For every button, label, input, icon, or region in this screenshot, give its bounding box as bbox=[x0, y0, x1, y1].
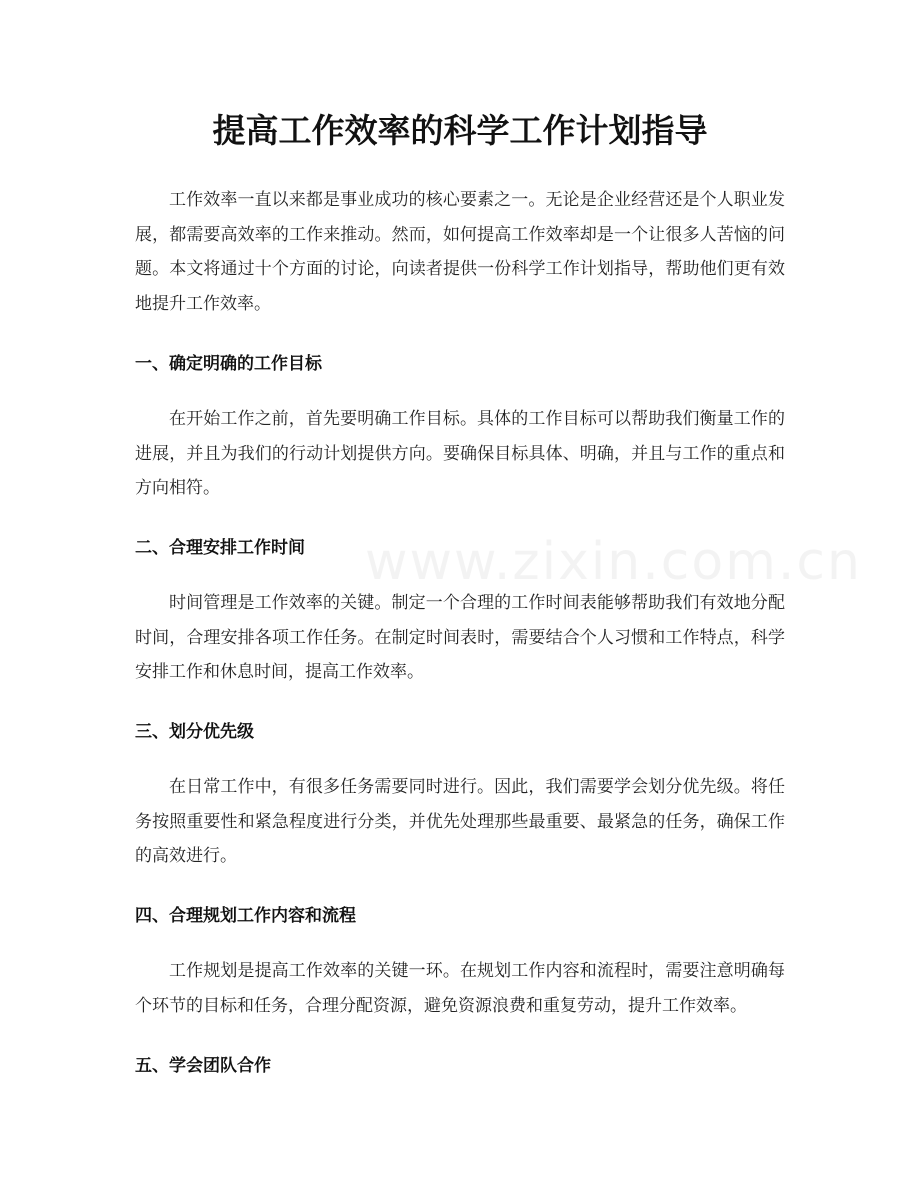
section-heading-5: 五、学会团队合作 bbox=[135, 1055, 271, 1076]
section-paragraph-1: 在开始工作之前，首先要明确工作目标。具体的工作目标可以帮助我们衡量工作的进展，并且为我们的行动计划提供方向。要确保目标具体、明确，并且与工作的重点和方向相符。 bbox=[135, 408, 785, 499]
document-title: 提高工作效率的科学工作计划指导 bbox=[212, 111, 708, 150]
section-heading-4: 四、合理规划工作内容和流程 bbox=[135, 906, 356, 927]
watermark-text: www.zixin.com.cn bbox=[365, 532, 862, 592]
section-paragraph-2: 时间管理是工作效率的关键。制定一个合理的工作时间表能够帮助我们有效地分配时间，合理安排各项工作任务。在制定时间表时，需要结合个人习惯和工作特点，科学安排工作和休息时间，提高工作效率。 bbox=[135, 592, 785, 683]
document-body bbox=[135, 183, 785, 1104]
section-heading-3: 三、划分优先级 bbox=[135, 722, 254, 743]
section-heading-2: 二、合理安排工作时间 bbox=[135, 537, 305, 558]
section-heading-1: 一、确定明确的工作目标 bbox=[135, 353, 322, 374]
intro-paragraph: 工作效率一直以来都是事业成功的核心要素之一。无论是企业经营还是个人职业发展，都需要高效率的工作来推动。然而，如何提高工作效率却是一个让很多人苦恼的问题。本文将通过十个方面的讨论，向读者提供一份科学工作计划指导，帮助他们更有效地提升工作效率。 bbox=[135, 190, 785, 315]
section-paragraph-3: 在日常工作中，有很多任务需要同时进行。因此，我们需要学会划分优先级。将任务按照重要性和紧急程度进行分类，并优先处理那些最重要、最紧急的任务，确保工作的高效进行。 bbox=[135, 777, 785, 867]
section-paragraph-4: 工作规划是提高工作效率的关键一环。在规划工作内容和流程时，需要注意明确每个环节的目标和任务，合理分配资源，避免资源浪费和重复劳动，提升工作效率。 bbox=[135, 961, 785, 1016]
